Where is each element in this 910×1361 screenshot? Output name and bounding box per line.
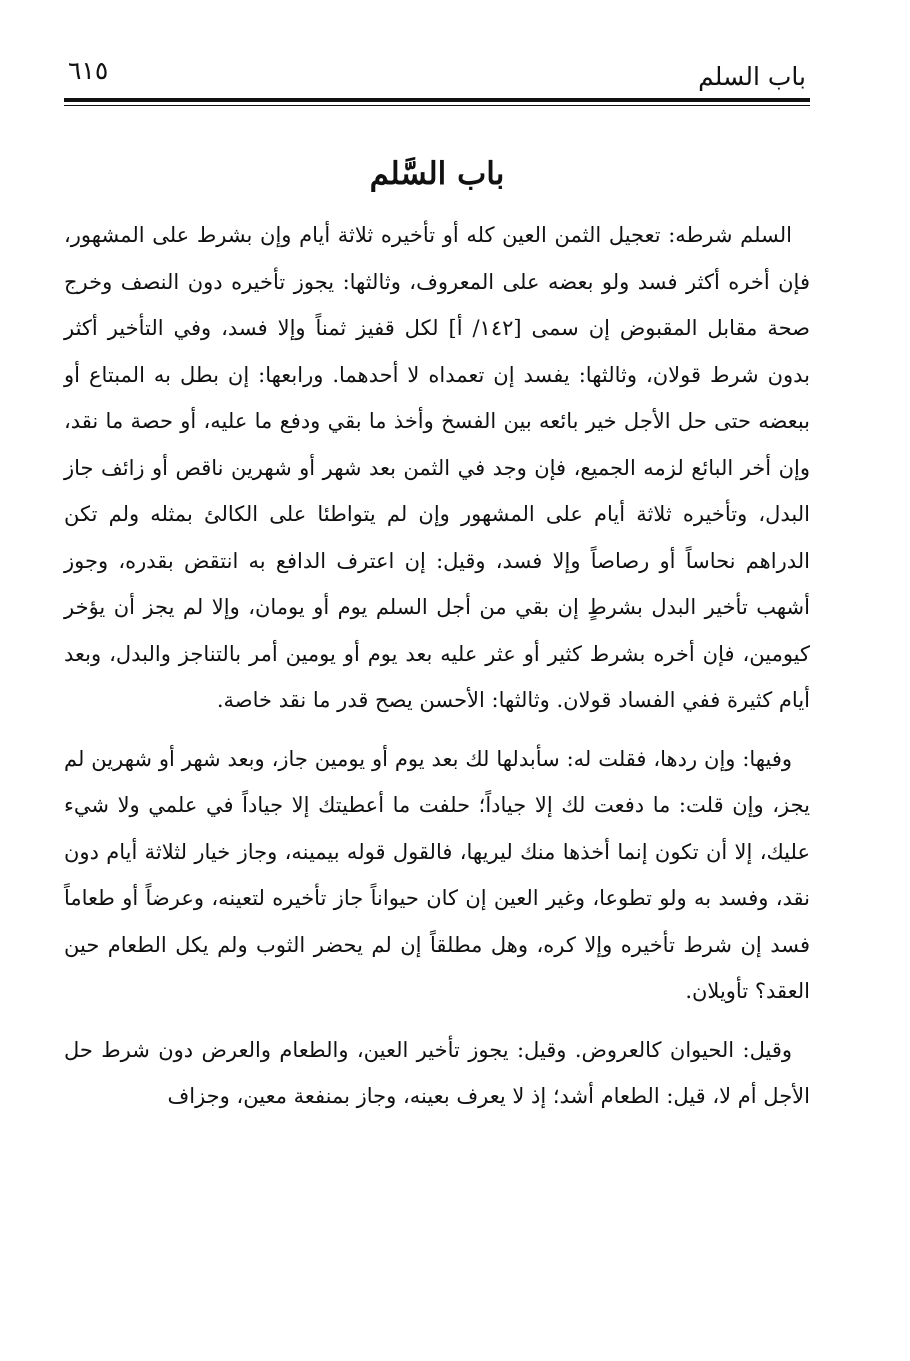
header-rule-thin: [64, 105, 810, 106]
paragraph: السلم شرطه: تعجيل الثمن العين كله أو تأخيره ثلاثة أيام وإن بشرط على المشهور، فإن أخره أكثر فسد ولو بعضه على المعروف، وثالثها: يجوز تأخيره دون النصف وخرج صحة مقابل المقبوض إن سمى [١٤٢/ أ] لكل قفيز ثمناً وإلا فسد، وفي التأخير أكثر بدون شرط قولان، وثالثها: يفسد إن تعمداه لا أحدهما. ورابعها: إن بطل به المبتاع أو ببعضه حتى حل الأجل خير بائعه بين الفسخ وأخذ ما بقي ودفع ما عليه، أو حصة ما نقد، وإن أخر البائع لزمه الجميع، فإن وجد في الثمن بعد شهر أو شهرين ناقص أو زائف جاز البدل، وتأخيره ثلاثة أيام على المشهور وإن لم يتواطئا على الكالئ بمثله ولم تكن الدراهم نحاساً أو رصاصاً وإلا فسد، وقيل: إن اعترف الدافع به انتقض بقدره، وجوز أشهب تأخير البدل بشرطٍ إن بقي من أجل السلم يوم أو يومان، وإلا لم يجز أن يؤخر كيومين، فإن أخره بشرط كثير أو عثر عليه بعد يوم أو يومين أمر بالتناجز والبدل، وبعد أيام كثيرة ففي الفساد قولان. وثالثها: الأحسن يصح قدر ما نقد خاصة.: [64, 223, 810, 712]
body-text: [64, 212, 810, 1120]
chapter-title: باب السَّلم: [369, 156, 505, 192]
header-rule-thick: [64, 98, 810, 102]
page-number: ٦١٥: [68, 56, 109, 85]
running-header: [64, 40, 810, 92]
document-page: [64, 40, 810, 1300]
running-title: باب السلم: [698, 62, 806, 91]
paragraph: وقيل: الحيوان كالعروض. وقيل: يجوز تأخير العين، والطعام والعرض دون شرط حل الأجل أم لا، قيل: الطعام أشد؛ إذ لا يعرف بعينه، وجاز بمنفعة معين، وجزاف: [64, 1037, 810, 1108]
paragraph: وفيها: وإن ردها، فقلت له: سأبدلها لك بعد يوم أو يومين جاز، وبعد شهر أو شهرين لم يجز، وإن قلت: ما دفعت لك إلا جياداً؛ حلفت ما أعطيتك إلا جياداً في علمي ولا شيء عليك، إلا أن تكون إنما أخذها منك ليريها، فالقول قوله بيمينه، وجاز خيار لثلاثة أيام دون نقد، وفسد به ولو تطوعا، وغير العين إن كان حيواناً جاز تأخيره لتعينه، وعرضاً أو طعاماً فسد إن شرط تأخيره وإلا كره، وهل مطلقاً إن لم يحضر الثوب ولم يكل الطعام حين العقد؟ تأويلان.: [64, 746, 810, 1003]
